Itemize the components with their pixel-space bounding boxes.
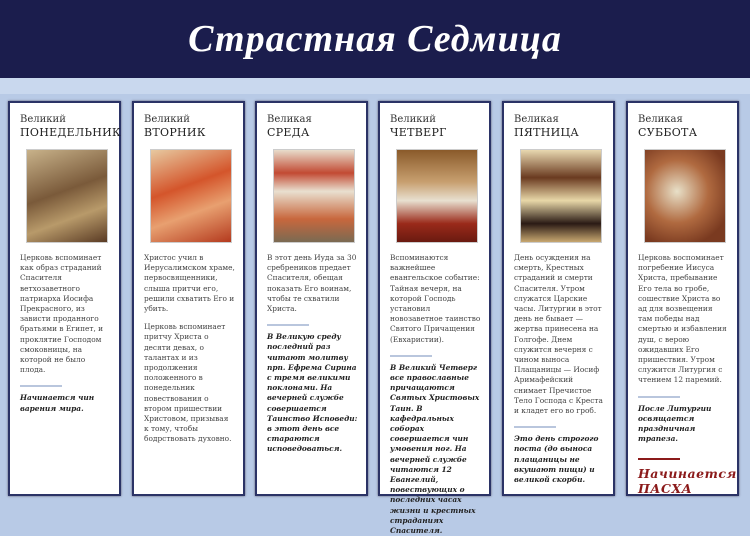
day-note: В Великую среду последний раз читают молитву прп. Ефрема Сирина с тремя великими поклонами. На вечерней службе совершается Таинство Исповеди: в этот день все стараются исповедоваться. xyxy=(267,332,358,454)
day-card-5 xyxy=(626,101,739,496)
day-description: Церковь вспоминает как образ страданий Спасителя ветхозаветного патриарха Иосифа Прекрасного, из зависти проданного братьями в Египет, и проклятие Господом смоковницы, на которой не было плода. xyxy=(20,253,104,375)
day-description: В этот день Иуда за 30 сребреников предает Спасителя, обещая показать Его воинам, чтобы те схватили Христа. xyxy=(267,253,357,314)
day-name: СРЕДА xyxy=(267,126,310,139)
day-note: После Литургии освящается праздничная трапеза. xyxy=(638,403,712,444)
last-supper-image xyxy=(396,149,478,243)
day-description: Церковь воспоминает погребение Иисуса Христа, пребывание Его тела во гробе, сошествие Христа во ад для возвещения там победы над смертью и избавления душ, с верою ожидавших Его пришествия. Утром служится Литургия с чтением 12 паремий. xyxy=(638,253,727,385)
day-prefix: Великий xyxy=(144,114,190,125)
day-card-1 xyxy=(132,101,245,496)
divider xyxy=(267,324,309,326)
pascha-label: Начинается ПАСХА xyxy=(638,466,737,497)
day-description: Христос учил в Иерусалимском храме, первосвященники, слыша притчи его, решили схватить Его и убить. xyxy=(144,253,235,314)
divider xyxy=(514,426,556,428)
divider xyxy=(390,355,432,357)
day-card-0 xyxy=(8,101,121,496)
day-prefix: Великая xyxy=(267,114,312,125)
day-prefix: Великий xyxy=(20,114,66,125)
day-name: ПОНЕДЕЛЬНИК xyxy=(20,126,121,139)
day-note: В Великий Четверг все православные причащаются Святых Христовых Таин. В кафедральных соборах совершается чин умовения ног. На вечерней службе читаются 12 Евангелий, повествующих о последних часах жизни и крестных страданиях Спасителя. xyxy=(390,362,480,536)
day-card-3 xyxy=(378,101,491,536)
descent-into-hades-image xyxy=(644,149,726,243)
divider xyxy=(638,396,680,398)
banner-strip xyxy=(0,78,750,94)
page-title: Страстная Седмица xyxy=(188,18,562,60)
judas-betrayal-image xyxy=(273,149,355,243)
day-card-2 xyxy=(255,101,368,496)
day-description: Вспоминаются важнейшее евангельское событие: Тайная вечеря, на которой Господь установил новозаветное таинство Святого Причащения (Евхаристии). xyxy=(390,253,481,344)
day-name: СУББОТА xyxy=(638,126,698,139)
day-name: ЧЕТВЕРГ xyxy=(390,126,447,139)
day-name: ВТОРНИК xyxy=(144,126,206,139)
day-description: Церковь вспоминает притчу Христа о десяти девах, о талантах и из продолжения положенного в понедельник повествования о втором пришествии Христовом, призывая к тому, чтобы бодрствовать духовно. xyxy=(144,322,232,444)
day-name: ПЯТНИЦА xyxy=(514,126,580,139)
crucifixion-icon-image xyxy=(520,149,602,243)
day-prefix: Великая xyxy=(514,114,559,125)
divider xyxy=(20,385,62,387)
title-banner xyxy=(0,0,750,78)
day-prefix: Великая xyxy=(638,114,683,125)
divider xyxy=(638,458,680,460)
day-note: Это день строгого поста (до выноса плащаницы не вкушают пищи) и великой скорби. xyxy=(514,434,599,485)
day-prefix: Великий xyxy=(390,114,436,125)
day-description: День осуждения на смерть, Крестных страданий и смерти Спасителя. Утром служатся Царские часы. Литургии в этот день не бывает — жертва принесена на Голгофе. Днем служится вечерня с чином выноса Плащаницы — Иосиф Аримафейский снимает Пречистое Тело Господа с Креста и кладет его во гроб. xyxy=(514,253,603,416)
christ-temple-icon-image xyxy=(150,149,232,243)
day-card-4 xyxy=(502,101,615,496)
day-note: Начинается чин варения мира. xyxy=(20,393,95,413)
joseph-painting-image xyxy=(26,149,108,243)
